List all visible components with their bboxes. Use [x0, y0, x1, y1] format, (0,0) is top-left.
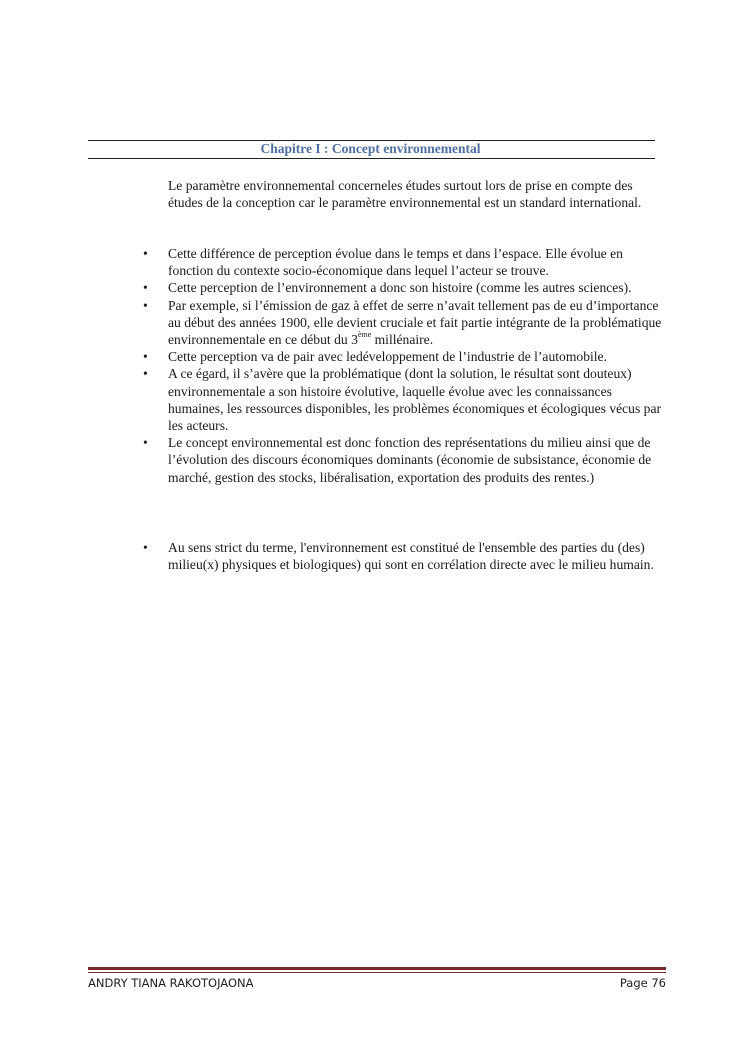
bullet-icon: • [143, 366, 148, 382]
list-item-text: Le concept environnemental est donc fonction des représentations du milieu ainsi que de l’évolution des discours économiques dominants (économie de subsistance, économie de marché, gestion des stocks, libéralisation, exportation des produits des rentes.) [168, 435, 652, 485]
list-item [140, 348, 670, 365]
footer-author: ANDRY TIANA RAKOTOJAONA [88, 976, 254, 990]
bullet-icon: • [143, 540, 148, 555]
bullet-icon: • [143, 280, 148, 296]
list-item [140, 539, 670, 573]
list-item [140, 279, 670, 296]
list-item [140, 434, 670, 486]
bullet-list-2 [140, 539, 670, 573]
list-item [140, 297, 670, 349]
bullet-icon: • [143, 349, 148, 365]
page-number: Page 76 [619, 976, 666, 990]
chapter-title [88, 141, 655, 157]
list-item-text-after: millénaire. [371, 332, 434, 348]
intro-paragraph: Le paramètre environnemental concerneles études surtout lors de prise en compte des études de la conception car le paramètre environnemental est un standard international. [168, 178, 642, 211]
list-item-text-before: Par exemple, si l’émission de gaz à effet de serre n’avait tellement pas de eu d’importance au début des années 1900, elle devient cruciale et fait partie intégrante de la problématique environnementale en ce début du 3 [168, 297, 662, 348]
bullet-icon: • [143, 435, 148, 451]
bullet-list-1 [140, 245, 670, 486]
header-rule-bottom [88, 158, 655, 159]
superscript-eme: ème [357, 330, 372, 340]
chapter-title-text: Chapitre I : Concept environnemental [260, 141, 481, 156]
bullet-icon: • [143, 297, 148, 313]
list-item-text: A ce égard, il s’avère que la problématique (dont la solution, le résultat sont douteux) environnementale a son histoire évolutive, laquelle évolue avec les connaissances humaines, les ressources disponibles, les problèmes économiques et écologiques vécus par les acteurs. [168, 366, 662, 434]
list-item [140, 365, 670, 434]
bullet-icon: • [143, 246, 148, 261]
list-item [140, 245, 670, 279]
footer-rule-thick [88, 967, 666, 970]
list-item-text: Cette perception de l’environnement a donc son histoire (comme les autres sciences). [168, 280, 632, 296]
list-item-text: Cette perception va de pair avec ledéveloppement de l’industrie de l’automobile. [168, 349, 607, 365]
list-item-text: Au sens strict du terme, l'environnement est constitué de l'ensemble des parties du (des) milieu(x) physiques et biologiques) qui sont en corrélation directe avec le milieu humain. [168, 540, 654, 573]
list-item-text: Cette différence de perception évolue dans le temps et dans l’espace. Elle évolue en fonction du contexte socio-économique dans lequel l’acteur se trouve. [168, 246, 623, 279]
footer-rule-thin [88, 972, 666, 973]
